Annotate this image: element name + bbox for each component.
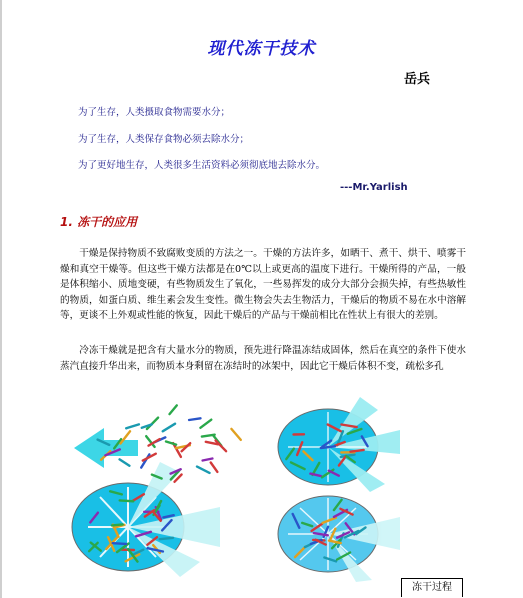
epigraph-line: 为了生存，人类摄取食物需要水分； xyxy=(78,107,231,118)
molecule-dash xyxy=(113,543,126,544)
freeze-drying-illustration xyxy=(60,392,470,582)
molecule-dash xyxy=(120,500,134,501)
epigraph-signature: ---Mr.Yarlish xyxy=(340,182,408,193)
molecule-dash xyxy=(112,524,123,525)
epigraph-line: 为了更好地生存，人类很多生活资料必须彻底地去除水分。 xyxy=(78,160,326,171)
molecule-dash xyxy=(200,420,211,428)
molecule-dash xyxy=(170,405,177,414)
figure-caption: 冻干过程 xyxy=(401,578,463,597)
epigraph-line: 为了生存，人类保存食物必须去除水分； xyxy=(78,134,250,145)
molecule-dash xyxy=(197,467,210,473)
molecule-dash xyxy=(321,446,335,448)
page-left-edge xyxy=(0,0,2,598)
body-paragraph: 冷冻干燥就是把含有大量水分的物质，预先进行降温冻结成固体，然后在真空的条件下使水蒸汽直接升华出来，而物质本身剩留在冻结时的冰架中，因此它干燥后体积不变，疏松多孔 xyxy=(60,345,466,372)
molecule-dash xyxy=(120,459,130,465)
frozen-sample-left xyxy=(72,462,220,577)
section-heading: 1. 冻干的应用 xyxy=(60,215,138,229)
molecule-dash xyxy=(189,418,200,420)
molecule-dash xyxy=(211,463,218,472)
molecule-dash xyxy=(147,418,158,429)
molecule-dash xyxy=(166,442,176,445)
molecule-dash xyxy=(231,429,240,440)
molecule-dash xyxy=(160,538,173,539)
molecule-dash xyxy=(203,459,213,461)
body-paragraph: 干燥是保持物质不致腐败变质的方法之一。干燥的方法许多，如晒干、煮干、烘干、喷雾干燥和真空干燥等。但这些干燥方法都是在0℃以上或更高的温度下进行。干燥所得的产品，一般是体积缩小、质地变硬，有些物质发生了氧化，一些易挥发的成分大部分会损失掉，有些热敏性的物质，如蛋白质、维生素会发生变性。微生物会失去生物活力，干燥后的物质不易在水中溶解等，更谈不上外观或性能的恢复，因此干燥后的产品与干燥前相比在性状上有很大的差别。 xyxy=(60,248,466,322)
molecule-dash xyxy=(163,424,175,432)
dried-sample-right-bottom xyxy=(278,496,400,582)
molecule-dash xyxy=(216,441,227,452)
author-name: 岳兵 xyxy=(404,72,431,87)
document-title: 现代冻干技术 xyxy=(207,39,316,59)
molecule-dash xyxy=(126,424,139,428)
